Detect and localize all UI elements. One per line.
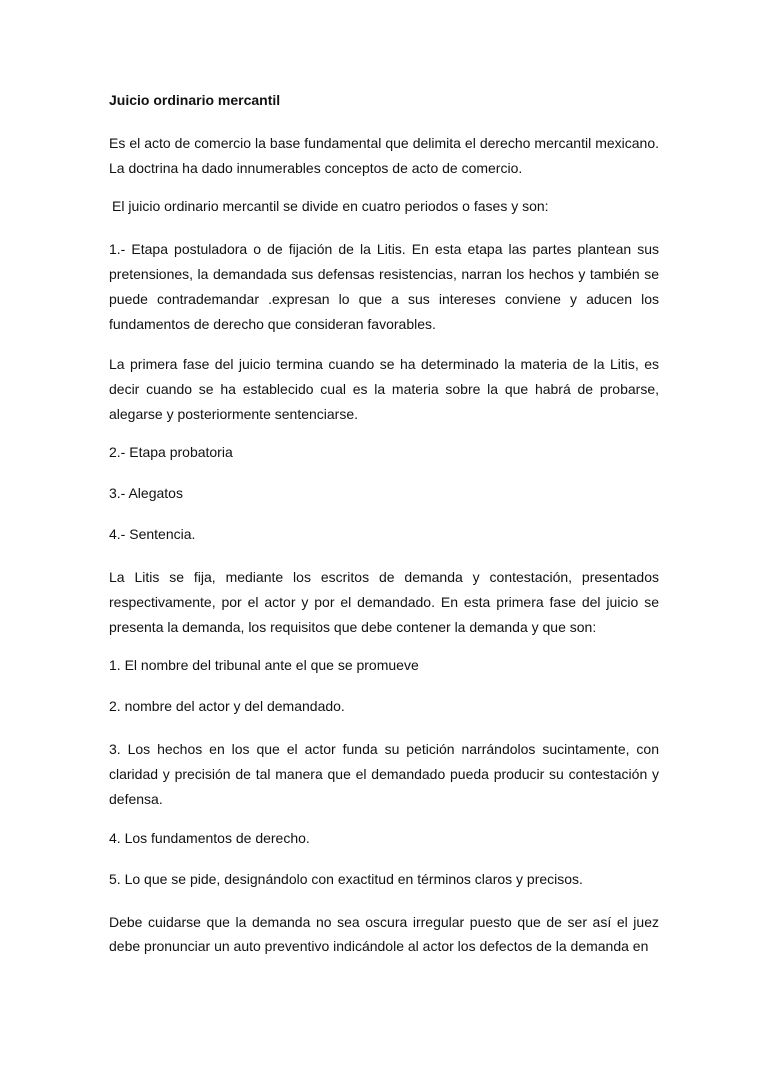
paragraph-requisito-2: 2. nombre del actor y del demandado.	[109, 698, 345, 715]
paragraph-requisito-4: 4. Los fundamentos de derecho.	[109, 829, 310, 846]
document-title: Juicio ordinario mercantil	[109, 92, 281, 108]
paragraph-etapa-postuladora: 1.- Etapa postuladora o de fijación de la Litis. En esta etapa las partes plantean sus pretensiones, la demandada sus defensas resistencias, narran los hechos y también se puede contrademandar .expresan lo que a sus intereses conviene y aducen los fundamentos de derecho que consideran favorables.	[109, 241, 659, 332]
paragraph-sentencia: 4.- Sentencia.	[109, 526, 196, 543]
paragraph-requisito-1: 1. El nombre del tribunal ante el que se promueve	[109, 657, 419, 674]
document-page	[109, 90, 659, 975]
paragraph-fases-intro: El juicio ordinario mercantil se divide en cuatro periodos o fases y son:	[112, 198, 549, 215]
paragraph-demanda-oscura: Debe cuidarse que la demanda no sea oscura irregular puesto que de ser así el juez debe pronunciar un auto preventivo indicándole al actor los defectos de la demanda en	[109, 913, 659, 955]
paragraph-litis-fija: La Litis se fija, mediante los escritos de demanda y contestación, presentados respectivamente, por el actor y por el demandado. En esta primera fase del juicio se presenta la demanda, los requisitos que debe contener la demanda y que son:	[109, 569, 659, 635]
paragraph-alegatos: 3.- Alegatos	[109, 485, 183, 502]
paragraph-requisito-5: 5. Lo que se pide, designándolo con exactitud en términos claros y precisos.	[109, 870, 583, 887]
paragraph-requisito-3: 3. Los hechos en los que el actor funda su petición narrándolos sucintamente, con claridad y precisión de tal manera que el demandado pueda producir su contestación y defensa.	[109, 741, 659, 807]
paragraph-primera-fase: La primera fase del juicio termina cuando se ha determinado la materia de la Litis, es decir cuando se ha establecido cual es la materia sobre la que habrá de probarse, alegarse y posteriormente sentenciarse.	[109, 356, 659, 422]
paragraph-acto-comercio: Es el acto de comercio la base fundamental que delimita el derecho mercantil mexicano. La doctrina ha dado innumerables conceptos de acto de comercio.	[109, 135, 659, 176]
paragraph-etapa-probatoria: 2.- Etapa probatoria	[109, 444, 233, 461]
